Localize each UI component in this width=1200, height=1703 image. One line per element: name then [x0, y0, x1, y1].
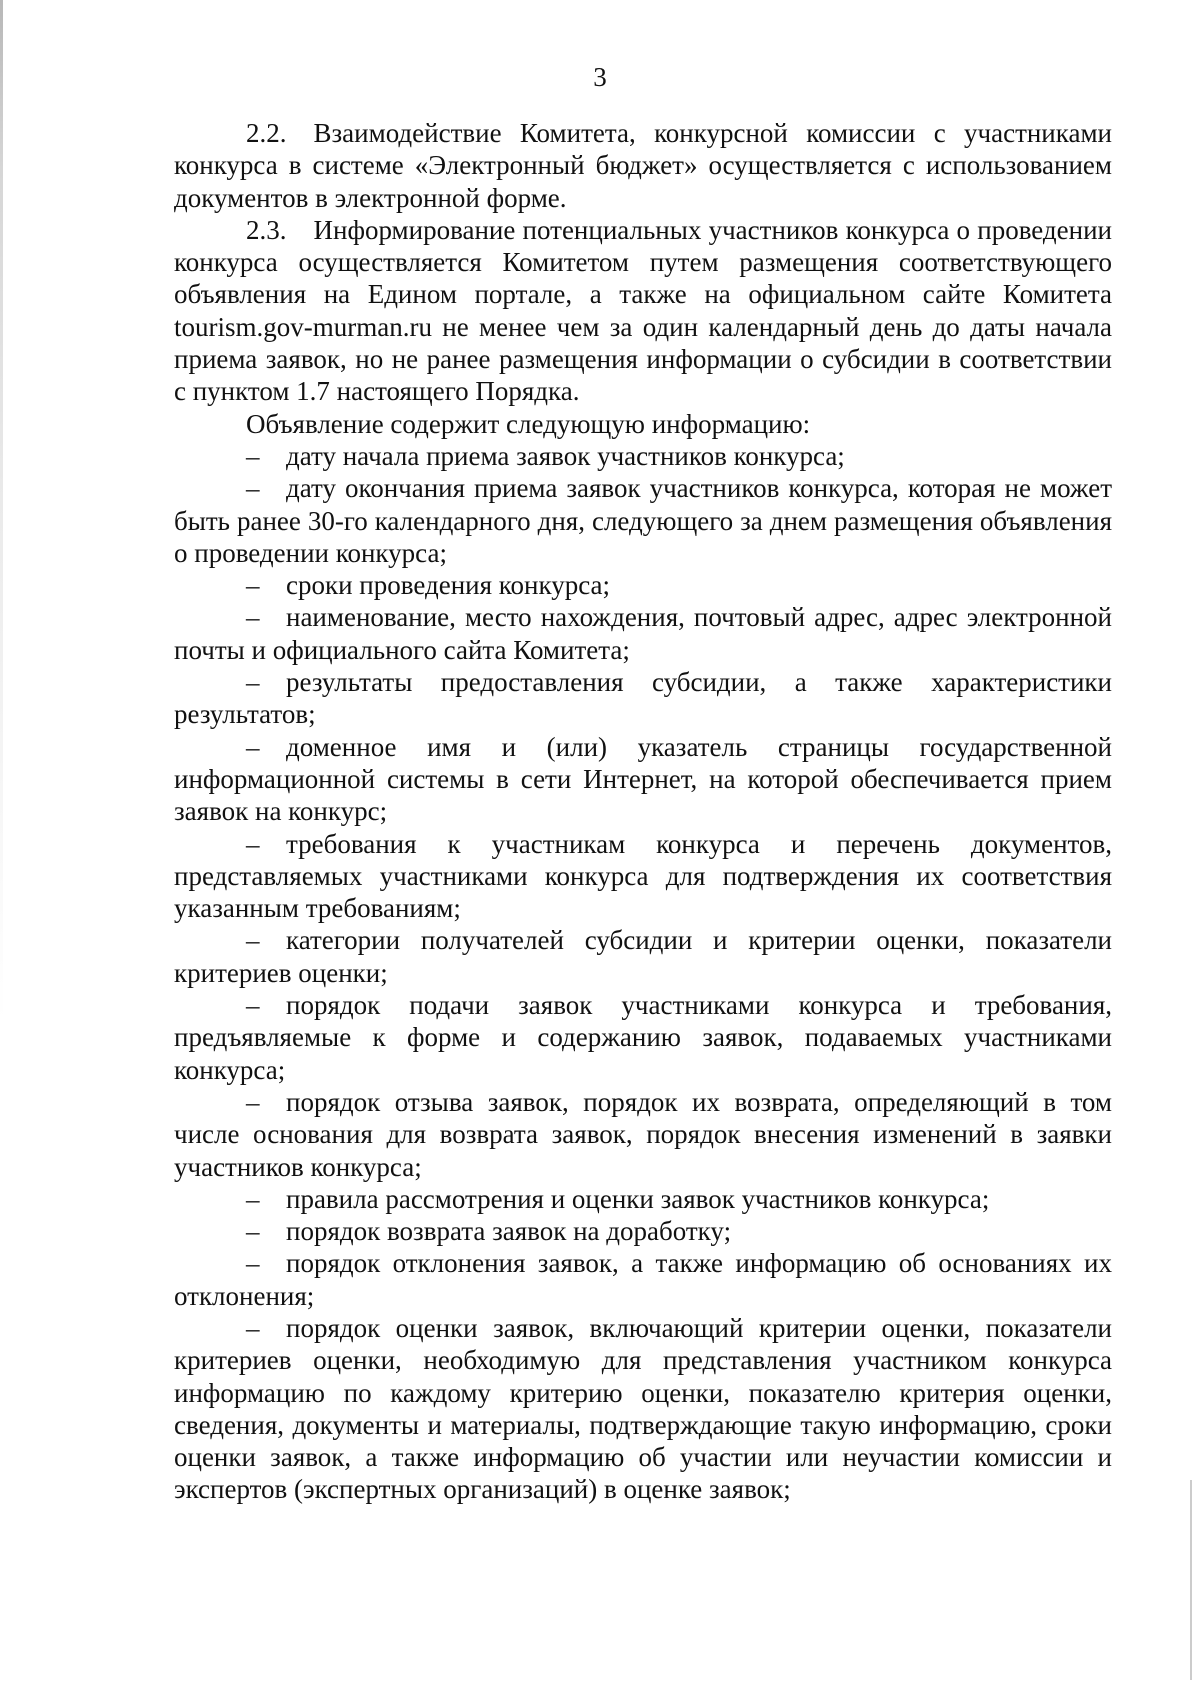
list-item-text: дату начала приема заявок участников конкурса;: [286, 440, 845, 471]
list-item: [174, 440, 1112, 472]
dash-mark: –: [246, 990, 260, 1021]
list-item: [174, 1183, 1112, 1215]
list-item-text: требования к участникам конкурса и перечень документов, представляемых участниками конкурса для подтверждения их соответствия указанным требованиям;: [174, 828, 1112, 924]
list-item: [174, 1215, 1112, 1247]
list-item: [174, 924, 1112, 989]
announcement-list: [174, 440, 1112, 1506]
list-item-text: порядок отклонения заявок, а также информацию об основаниях их отклонения;: [174, 1248, 1112, 1311]
list-item: [174, 569, 1112, 601]
paragraph-2-3: 2.3. Информирование потенциальных участников конкурса о проведении конкурса осуществляется Комитетом путем размещения соответствующего объявления на Едином портале, а также на официальном сайте Комитета tourism.gov-murman.ru не менее чем за один календарный день до даты начала приема заявок, но не ранее размещения информации о субсидии в соответствии с пунктом 1.7 настоящего Порядка.: [174, 214, 1112, 407]
list-item-text: порядок отзыва заявок, порядок их возврата, определяющий в том числе основания для возврата заявок, порядок внесения изменений в заявки участников конкурса;: [174, 1086, 1112, 1182]
list-item: [174, 1086, 1112, 1183]
dash-mark: –: [246, 1312, 260, 1343]
list-item: [174, 1312, 1112, 1506]
list-item-text: порядок оценки заявок, включающий критерии оценки, показатели критериев оценки, необходимую для представления участником конкурса информацию по каждому критерию оценки, показателю критерия оценки, сведения, документы и материалы, подтверждающие такую информацию, сроки оценки заявок, а также информацию об участии или неучастии комиссии и экспертов (экспертных организаций) в оценке заявок;: [174, 1312, 1112, 1505]
list-item: [174, 989, 1112, 1086]
dash-mark: –: [246, 1183, 260, 1214]
dash-mark: –: [246, 473, 260, 504]
dash-mark: –: [246, 828, 260, 859]
dash-mark: –: [246, 1086, 260, 1117]
list-item-text: категории получателей субсидии и критерии оценки, показатели критериев оценки;: [174, 925, 1112, 988]
list-item-text: дату окончания приема заявок участников конкурса, которая не может быть ранее 30-го календарного дня, следующего за днем размещения объявления о проведении конкурса;: [174, 473, 1112, 568]
scan-edge-right: [1190, 1480, 1192, 1680]
list-item: [174, 731, 1112, 828]
paragraph-2-2: 2.2. Взаимодействие Комитета, конкурсной комиссии с участниками конкурса в системе «Электронный бюджет» осуществляется с использованием документов в электронной форме.: [174, 118, 1112, 213]
dash-mark: –: [246, 1216, 260, 1247]
list-item: [174, 828, 1112, 925]
list-item-text: порядок возврата заявок на доработку;: [286, 1216, 732, 1247]
list-item: [174, 472, 1112, 569]
list-item-text: результаты предоставления субсидии, а также характеристики результатов;: [174, 667, 1112, 730]
paragraph-announcement-intro: Объявление содержит следующую информацию:: [246, 408, 811, 439]
dash-mark: –: [246, 602, 260, 633]
dash-mark: –: [246, 440, 260, 471]
dash-mark: –: [246, 1248, 260, 1279]
page-number: 3: [593, 62, 607, 92]
list-item-text: доменное имя и (или) указатель страницы государственной информационной системы в сети Интернет, на которой обеспечивается прием заявок на конкурс;: [174, 731, 1112, 827]
list-item-text: правила рассмотрения и оценки заявок участников конкурса;: [286, 1183, 990, 1214]
dash-mark: –: [246, 731, 260, 762]
list-item: [174, 666, 1112, 731]
list-item-text: порядок подачи заявок участниками конкурса и требования, предъявляемые к форме и содержанию заявок, подаваемых участниками конкурса;: [174, 990, 1112, 1085]
list-item: [174, 1247, 1112, 1312]
scan-edge-left: [0, 0, 3, 1703]
list-item-text: наименование, место нахождения, почтовый адрес, адрес электронной почты и официального сайта Комитета;: [174, 602, 1112, 665]
list-item: [174, 601, 1112, 666]
dash-mark: –: [246, 667, 260, 698]
document-body: [174, 117, 1112, 1506]
dash-mark: –: [246, 570, 260, 601]
list-item-text: сроки проведения конкурса;: [286, 570, 610, 601]
dash-mark: –: [246, 925, 260, 956]
